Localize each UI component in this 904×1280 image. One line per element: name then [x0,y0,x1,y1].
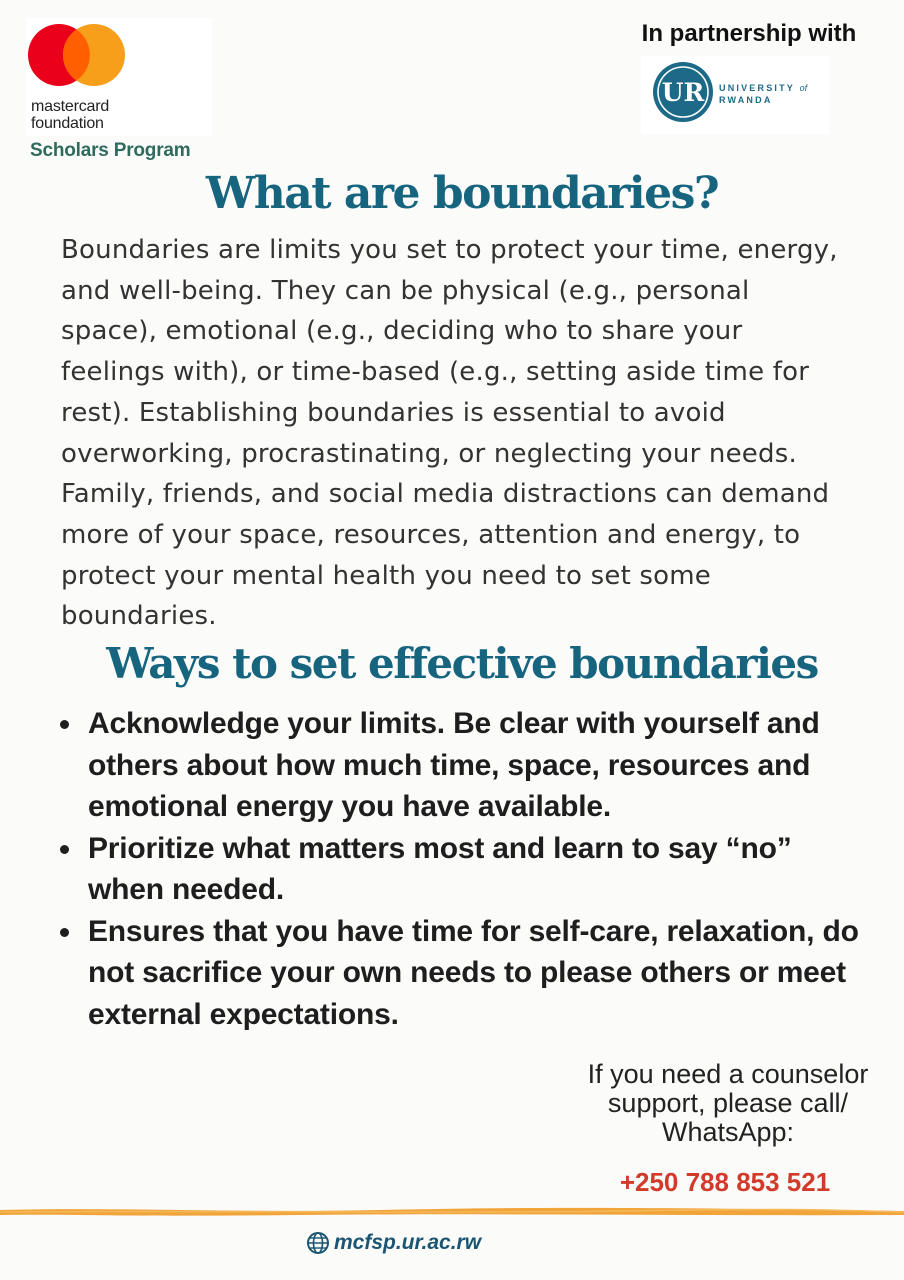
list-item [60,703,870,828]
list-item [60,828,870,911]
partnership-text: In partnership with [641,20,857,47]
bullet-icon [60,928,69,937]
section-title-ways: Ways to set effective boundaries [106,639,818,688]
section-title-boundaries: What are boundaries? [205,168,719,219]
mastercard-foundation-logo [26,18,212,136]
contact-line-2: support, please call/ [607,1088,849,1118]
intro-paragraph: Boundaries are limits you set to protect your time, energy, and well-being. They can be physical (e.g., personal space), emotional (e.g., deciding who to share your feelings with), or time-based (e.g., setting aside time for rest). Establishing boundaries is essential to avoid overworking, procrastinating, or neglecting your needs. Family, friends, and social media distractions can demand more of your space, resources, attention and energy, to protect your mental health you need to set some boundaries. [61,235,838,632]
globe-icon [306,1231,330,1255]
list-item-text: Acknowledge your limits. Be clear with yourself and others about how much time, space, resources and emotional energy you have available. [88,707,820,823]
boundary-tips-list [60,703,870,1035]
university-of-rwanda-logo [641,56,829,134]
list-item-text: Prioritize what matters most and learn to say “no” when needed. [88,831,792,906]
bullet-icon [60,845,69,854]
mastercard-wordmark [31,98,109,132]
mastercard-circles-icon [26,22,130,88]
university-name-line-2: RWANDA [719,95,773,105]
scholars-program-label: Scholars Program [30,140,191,161]
website-link[interactable] [306,1231,481,1255]
list-item-text: Ensures that you have time for self-care, relaxation, do not sacrifice your own needs to please others or meet external expectations. [88,914,859,1031]
bullet-icon [60,720,69,729]
wordmark-line-1: mastercard [31,98,110,115]
counselor-contact-text [560,1060,896,1147]
wordmark-line-2: foundation [31,115,104,132]
contact-line-1: If you need a counselor [587,1059,869,1089]
website-url[interactable]: mcfsp.ur.ac.rw [334,1231,482,1254]
emblem-text: UR [661,78,705,107]
university-emblem-icon [651,60,715,124]
university-name-line-1: UNIVERSITY [719,83,795,93]
university-name-of: of [799,83,808,93]
orange-brush-divider [0,1204,904,1218]
university-name [719,82,807,106]
phone-number[interactable]: +250 788 853 521 [619,1167,831,1197]
contact-line-3: WhatsApp: [661,1117,795,1147]
list-item [60,911,870,1036]
